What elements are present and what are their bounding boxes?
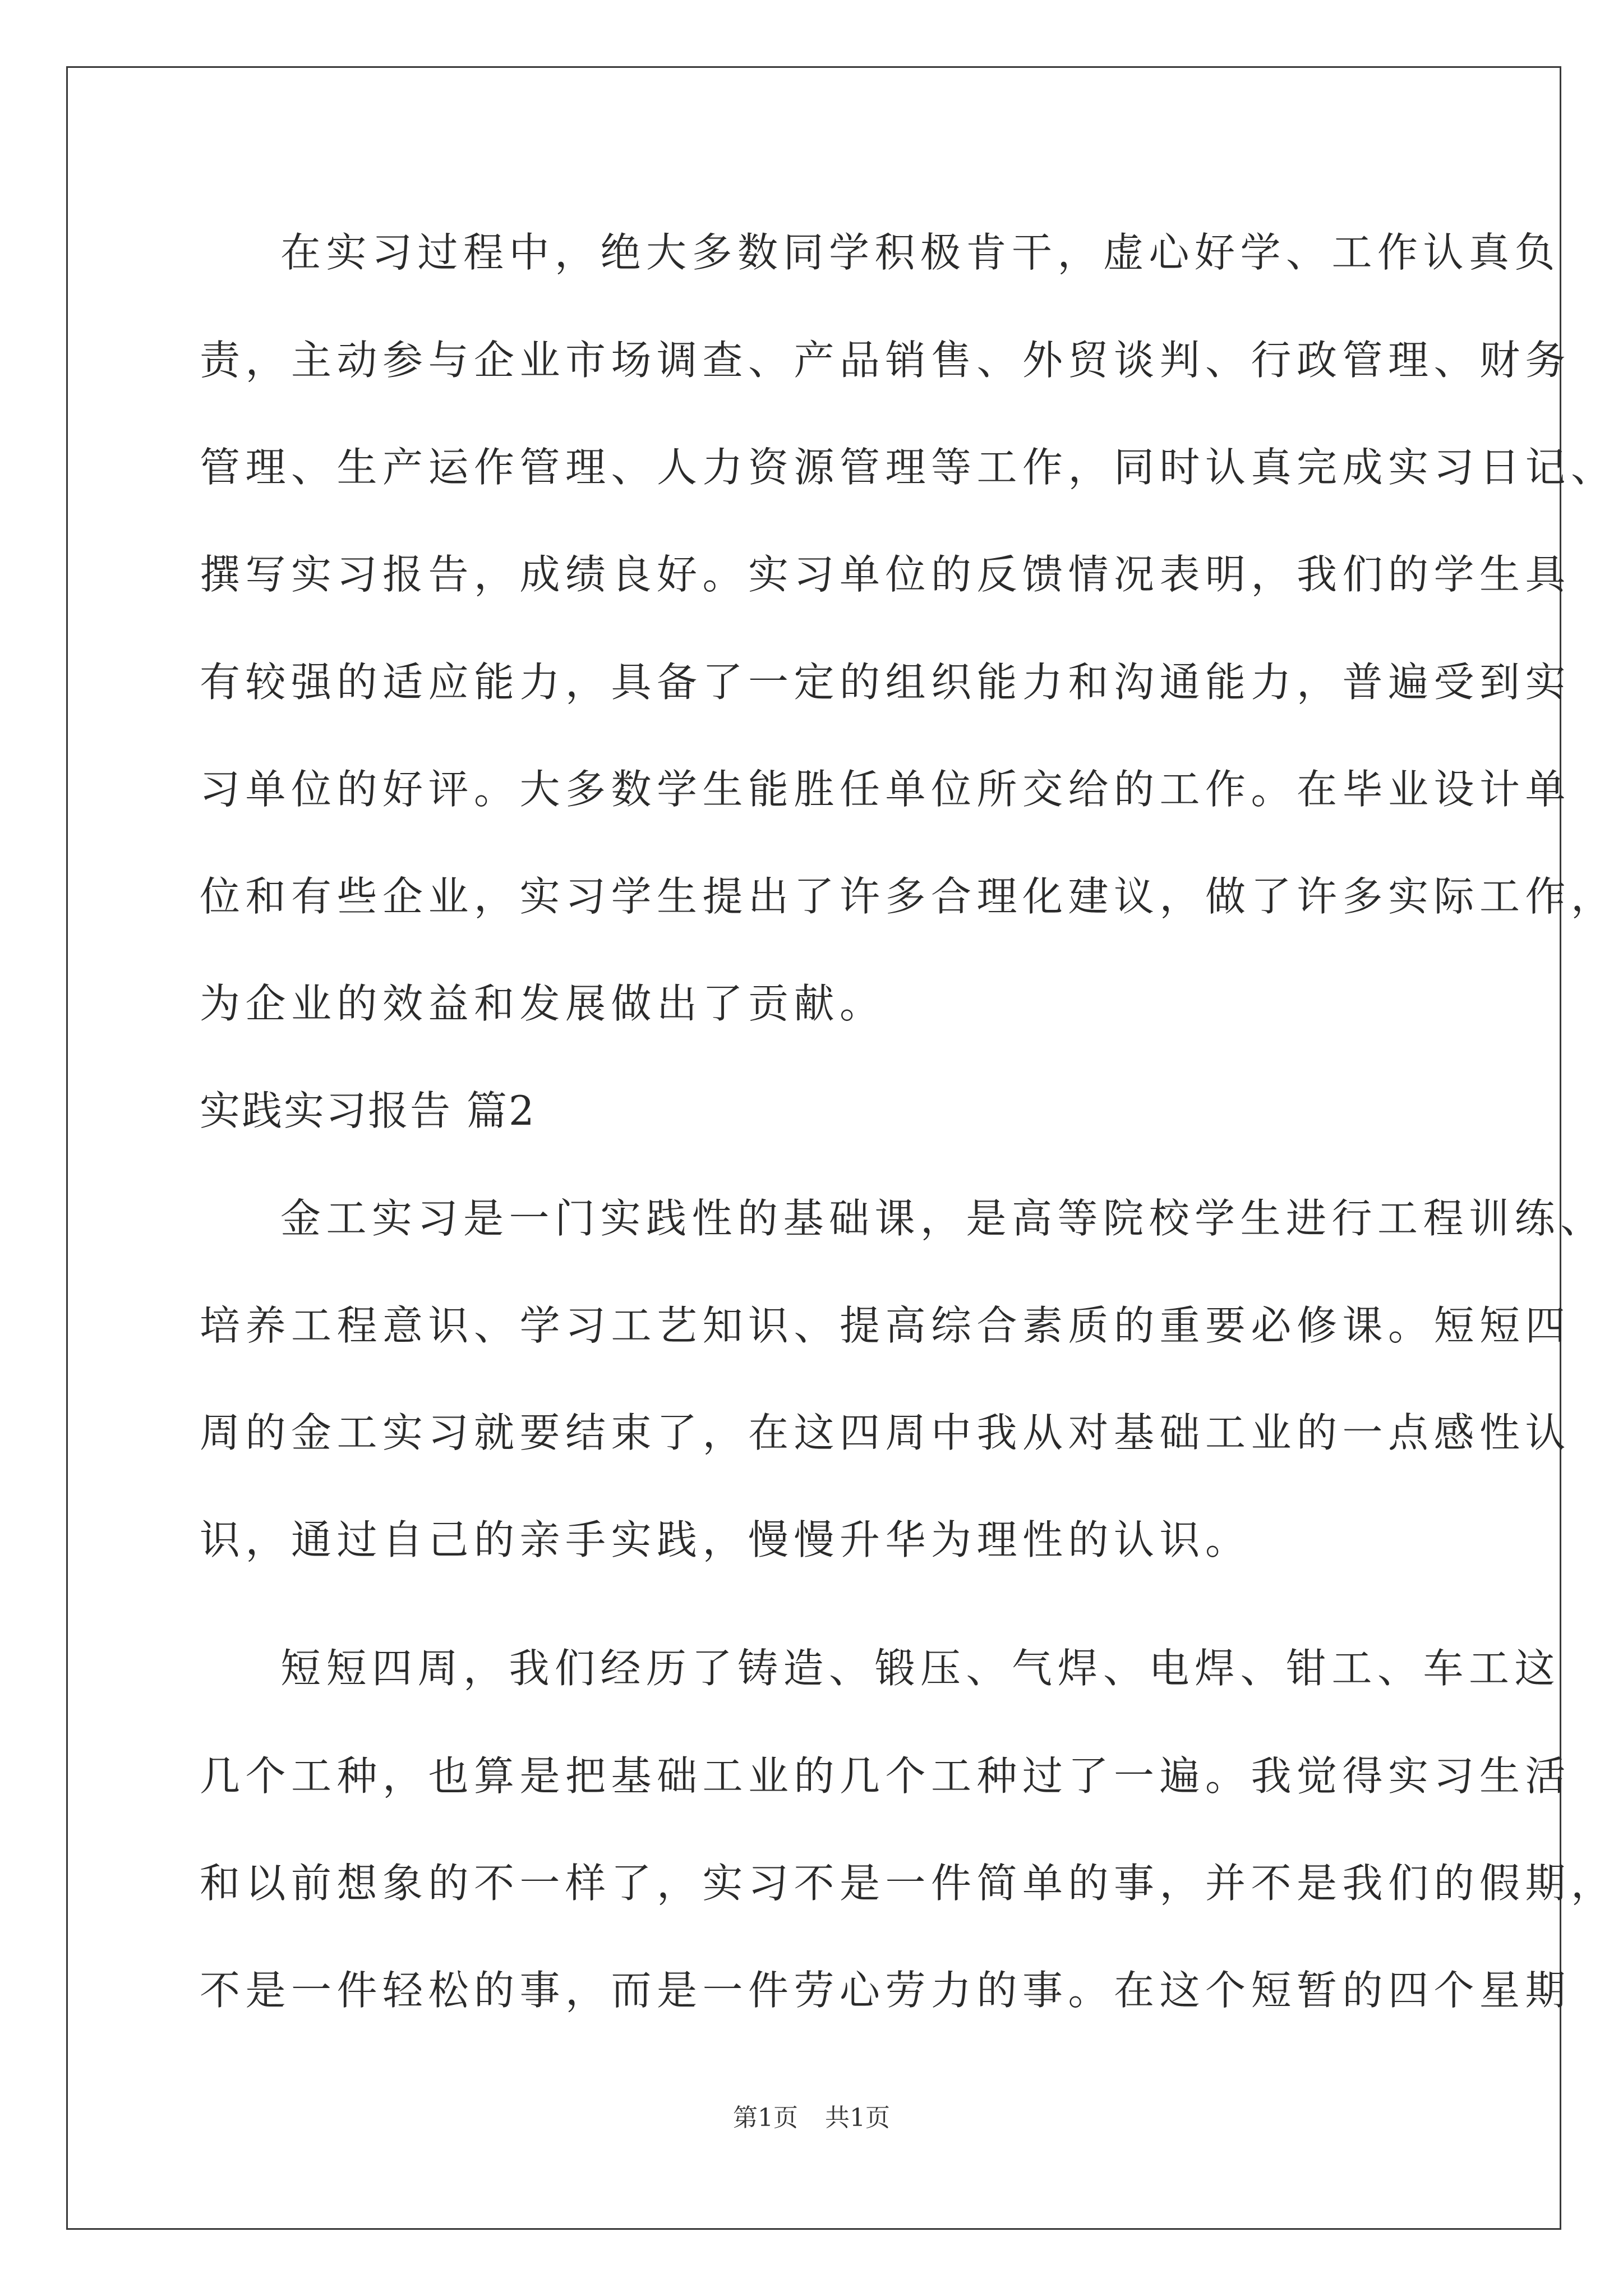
page-total: 共1页	[825, 2104, 890, 2132]
text-line: 识，通过自己的亲手实践，慢慢升华为理性的认识。	[200, 1516, 1251, 1563]
text-line: 不是一件轻松的事，而是一件劳心劳力的事。在这个短暂的四个星期	[200, 1967, 1571, 2014]
text-line: 管理、生产运作管理、人力资源管理等工作，同时认真完成实习日记、	[200, 444, 1617, 491]
text-line: 在实习过程中，绝大多数同学积极肯干，虚心好学、工作认真负	[280, 229, 1561, 276]
text-line: 有较强的适应能力，具备了一定的组织能力和沟通能力，普遍受到实	[200, 659, 1571, 706]
text-line: 短短四周，我们经历了铸造、锻压、气焊、电焊、钳工、车工这	[280, 1645, 1561, 1692]
text-line: 几个工种，也算是把基础工业的几个工种过了一遍。我觉得实习生活	[200, 1752, 1571, 1800]
text-line: 为企业的效益和发展做出了贡献。	[200, 980, 886, 1027]
text-line: 位和有些企业，实习学生提出了许多合理化建议，做了许多实际工作，	[200, 873, 1617, 920]
text-line: 和以前想象的不一样了，实习不是一件简单的事，并不是我们的假期，	[200, 1860, 1617, 1907]
text-line: 金工实习是一门实践性的基础课，是高等院校学生进行工程训练、	[280, 1195, 1606, 1242]
page-number: 第1页	[733, 2104, 798, 2132]
text-line: 习单位的好评。大多数学生能胜任单位所交给的工作。在毕业设计单	[200, 766, 1571, 813]
page-footer	[0, 2102, 1623, 2134]
text-line: 周的金工实习就要结束了，在这四周中我从对基础工业的一点感性认	[200, 1409, 1571, 1456]
section-heading: 实践实习报告 篇2	[200, 1087, 536, 1134]
text-line: 撰写实习报告，成绩良好。实习单位的反馈情况表明，我们的学生具	[200, 551, 1571, 598]
text-line: 责，主动参与企业市场调查、产品销售、外贸谈判、行政管理、财务	[200, 337, 1571, 384]
text-line: 培养工程意识、学习工艺知识、提高综合素质的重要必修课。短短四	[200, 1302, 1571, 1349]
